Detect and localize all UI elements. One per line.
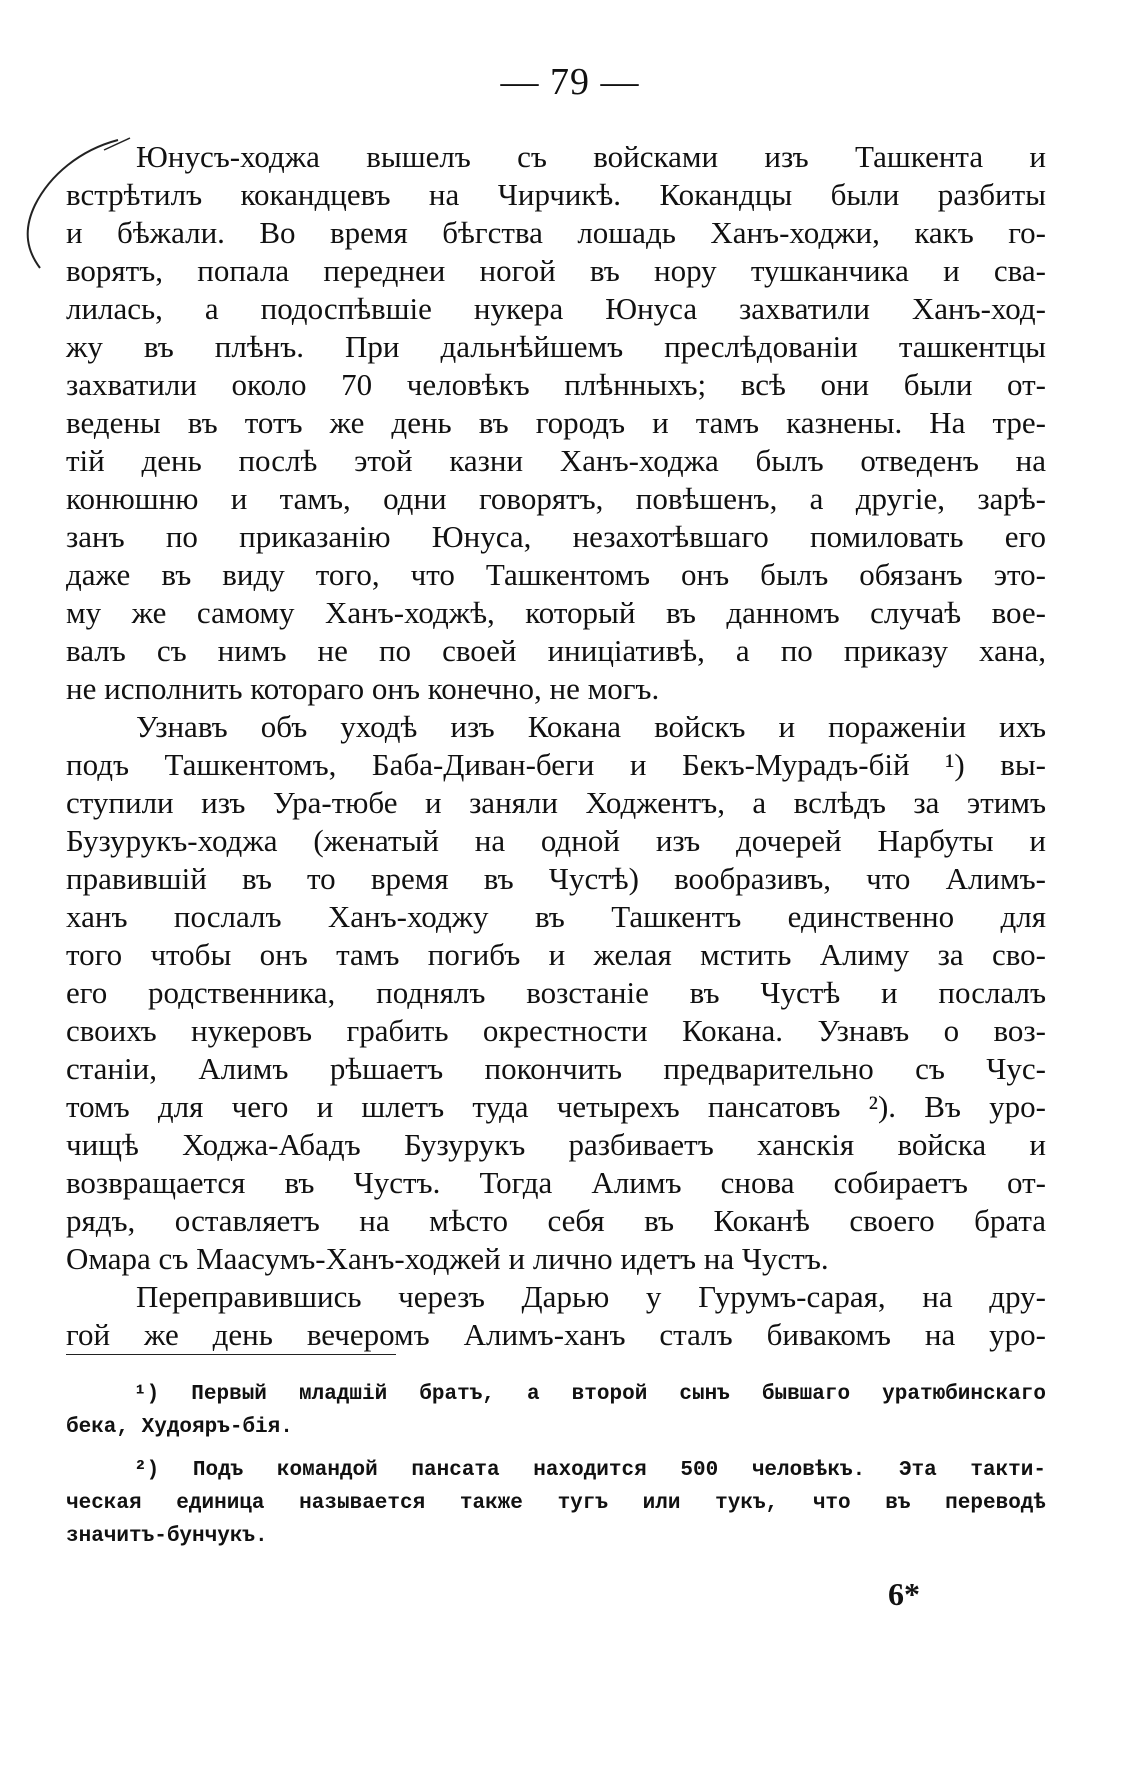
footnote-divider [66,1354,396,1355]
text-line: не исполнить котораго онъ конечно, не могъ. [66,671,660,706]
text-line: лилась, а подоспѣвшіе нукера Юнуса захватили Ханъ-ход- [66,291,1046,326]
footnote-line: бека, Худояръ-бія. [66,1416,293,1439]
text-line: даже въ виду того, что Ташкентомъ онъ былъ обязанъ это- [66,557,1046,592]
page-number: — 79 — [500,61,640,103]
footnotes [66,1378,1046,1553]
text-line: Юнусъ-ходжа вышелъ съ войсками изъ Ташкента и [136,139,1046,174]
text-line: встрѣтилъ кокандцевъ на Чирчикѣ. Кокандцы были разбиты [66,177,1046,212]
footnote-line: ²) Подъ командой пансата находится 500 человѣкъ. Эта такти- [134,1459,1046,1482]
footnote-line: значитъ-бунчукъ. [66,1525,268,1548]
text-line: ханъ послалъ Ханъ-ходжу въ Ташкентъ единственно для [66,899,1046,934]
main-text [66,138,1046,1354]
text-line: возвращается въ Чустъ. Тогда Алимъ снова собираетъ от- [66,1165,1046,1200]
text-line: гой же день вечеромъ Алимъ-ханъ сталъ бивакомъ на уро- [66,1317,1046,1352]
text-line: ворятъ, попала переднеи ногой въ нору тушканчика и сва- [66,253,1046,288]
text-line: и бѣжали. Во время бѣгства лошадь Ханъ-ходжи, какъ го- [66,215,1046,250]
text-line: станіи, Алимъ рѣшаетъ покончить предварительно съ Чус- [66,1051,1046,1086]
text-line: конюшню и тамъ, одни говорятъ, повѣшенъ, а другіе, зарѣ- [66,481,1046,516]
text-line: своихъ нукеровъ грабить окрестности Кокана. Узнавъ о воз- [66,1013,1046,1048]
footnote-line: ческая единица называется также тугъ или тукъ, что въ переводѣ [66,1492,1046,1515]
text-line: Узнавъ объ уходѣ изъ Кокана войскъ и пораженіи ихъ [136,709,1046,744]
text-line: занъ по приказанію Юнуса, незахотѣвшаго помиловать его [66,519,1046,554]
text-line: Омара съ Маасумъ-Ханъ-ходжей и лично идетъ на Чустъ. [66,1241,829,1276]
text-line: ступили изъ Ура-тюбе и заняли Ходжентъ, а вслѣдъ за этимъ [66,785,1046,820]
text-line: ведены въ тотъ же день въ городъ и тамъ казнены. На тре- [66,405,1046,440]
footnote-line: ¹) Первый младшій братъ, а второй сынъ бывшаго уратюбинскаго [134,1383,1046,1406]
text-line: Бузурукъ-ходжа (женатый на одной изъ дочерей Нарбуты и [66,823,1046,858]
text-line: правившій въ то время въ Чустѣ) вообразивъ, что Алимъ- [66,861,1046,896]
text-line: томъ для чего и шлетъ туда четырехъ пансатовъ ²). Въ уро- [66,1089,1046,1124]
text-line: подъ Ташкентомъ, Баба-Диван-беги и Бекъ-Мурадъ-бій ¹) вы- [66,747,1046,782]
text-line: его родственника, поднялъ возстаніе въ Чустѣ и послалъ [66,975,1046,1010]
text-line: валъ съ нимъ не по своей иниціативѣ, а по приказу хана, [66,633,1046,668]
text-line: Переправившись черезъ Дарью у Гурумъ-сарая, на дру- [136,1279,1046,1314]
text-line: чищѣ Ходжа-Абадъ Бузурукъ разбиваетъ ханскія войска и [66,1127,1046,1162]
signature-mark: 6* [888,1576,920,1612]
text-line: му же самому Ханъ-ходжѣ, который въ данномъ случаѣ вое- [66,595,1046,630]
text-line: рядъ, оставляетъ на мѣсто себя въ Коканѣ своего брата [66,1203,1046,1238]
text-line: того чтобы онъ тамъ погибъ и желая мстить Алиму за сво- [66,937,1046,972]
text-line: жу въ плѣнъ. При дальнѣйшемъ преслѣдованіи ташкентцы [66,329,1046,364]
text-line: тій день послѣ этой казни Ханъ-ходжа былъ отведенъ на [66,443,1046,478]
text-line: захватили около 70 человѣкъ плѣнныхъ; всѣ они были от- [66,367,1046,402]
